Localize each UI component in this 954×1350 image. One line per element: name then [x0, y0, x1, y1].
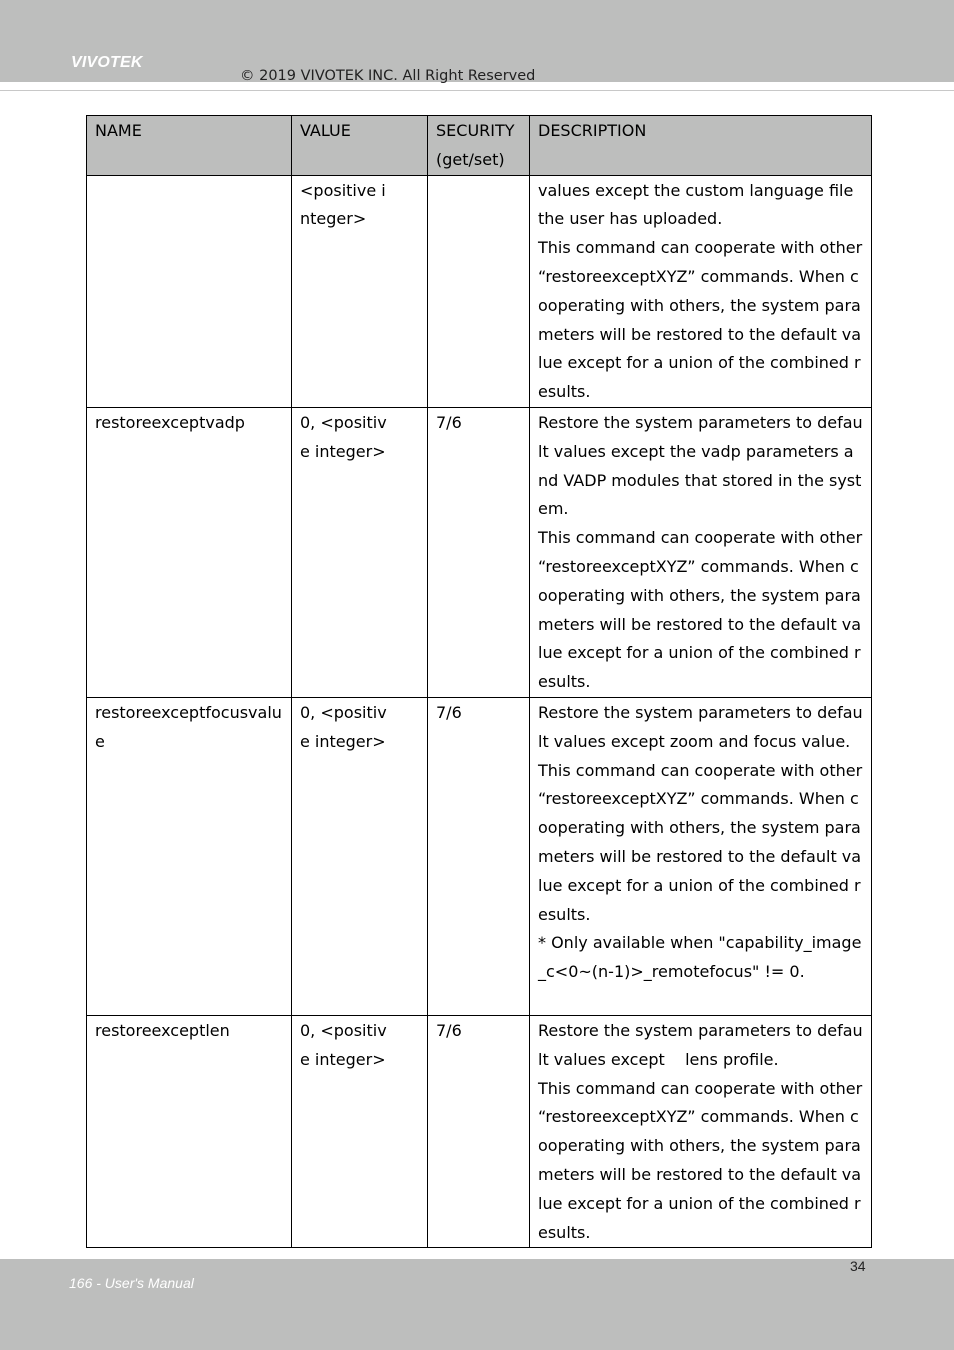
cell-name: restoreexceptfocusvalue [87, 697, 292, 1015]
table-row [87, 175, 872, 407]
cell-security: 7/6 [428, 407, 530, 697]
table-row [87, 407, 872, 697]
table-header-row [87, 116, 872, 176]
description-paragraph: This command can cooperate with other “restoreexceptXYZ” commands. When cooperating with others, the system parameters will be restored to the default value except for a union of the combined results. [538, 528, 863, 692]
cell-name: restoreexceptvadp [87, 407, 292, 697]
column-header-value: VALUE [292, 116, 428, 176]
description-note: * Only available when "capability_image_c<0~(n-1)>_remotefocus" != 0. [538, 933, 862, 982]
description-paragraph: This command can cooperate with other “restoreexceptXYZ” commands. When cooperating with others, the system parameters will be restored to the default value except for a union of the combined results. [538, 760, 863, 924]
brand-logo-text: VIVOTEK [71, 54, 143, 71]
cell-security [428, 175, 530, 407]
cell-description [530, 175, 872, 407]
cell-description [530, 1015, 872, 1247]
cell-description [530, 697, 872, 1015]
cell-value: 0, <positive integer> [292, 407, 428, 697]
column-header-security-label: SECURITY (get/set) [436, 121, 515, 169]
description-paragraph: Restore the system parameters to default values except the vadp parameters and VADP modules that stored in the system. [538, 412, 863, 519]
cell-value: <positive integer> [292, 175, 428, 407]
cell-name [87, 175, 292, 407]
manual-page-label: 166 - User's Manual [69, 1275, 194, 1291]
parameter-table [86, 115, 872, 1248]
column-header-name: NAME [87, 116, 292, 176]
table-row [87, 697, 872, 1015]
cell-description [530, 407, 872, 697]
header-divider [0, 90, 954, 91]
description-paragraph: Restore the system parameters to default values except zoom and focus value. [538, 702, 863, 751]
page-footer-band [0, 1259, 954, 1350]
cell-security: 7/6 [428, 1015, 530, 1247]
description-paragraph: values except the custom language file the user has uploaded. [538, 180, 854, 229]
description-paragraph: This command can cooperate with other “restoreexceptXYZ” commands. When cooperating with others, the system parameters will be restored to the default value except for a union of the combined results. [538, 1078, 863, 1242]
column-header-security [428, 116, 530, 176]
description-paragraph: This command can cooperate with other “restoreexceptXYZ” commands. When cooperating with others, the system parameters will be restored to the default value except for a union of the combined results. [538, 238, 863, 402]
copyright-notice: © 2019 VIVOTEK INC. All Right Reserved [240, 68, 536, 84]
cell-value: 0, <positive integer> [292, 1015, 428, 1247]
cell-name: restoreexceptlen [87, 1015, 292, 1247]
cell-security: 7/6 [428, 697, 530, 1015]
column-header-description: DESCRIPTION [530, 116, 872, 176]
table-row [87, 1015, 872, 1247]
cell-value: 0, <positive integer> [292, 697, 428, 1015]
page-number: 34 [850, 1258, 866, 1274]
description-paragraph: Restore the system parameters to default values except lens profile. [538, 1020, 863, 1069]
